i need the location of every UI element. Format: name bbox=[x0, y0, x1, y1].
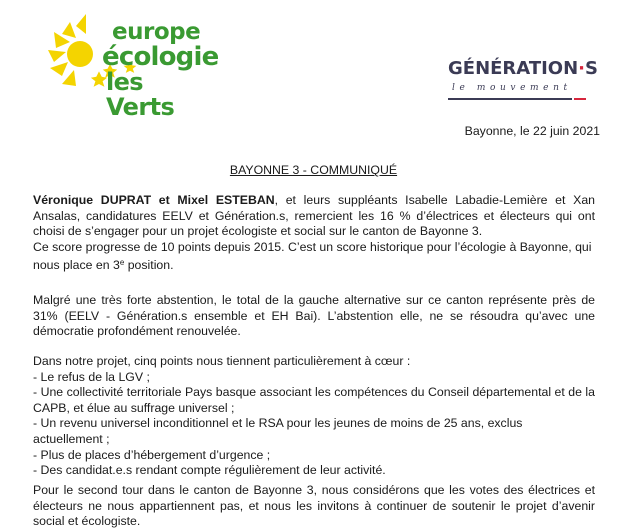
document-date: Bayonne, le 22 juin 2021 bbox=[464, 124, 600, 138]
eelv-line-ecologie: écologie bbox=[102, 42, 219, 72]
paragraph-intro bbox=[33, 193, 595, 274]
list-item: - Le refus de la LGV ; bbox=[33, 369, 150, 384]
list-item: - Des candidat.e.s rendant compte régulièrement de leur activité. bbox=[33, 463, 386, 478]
paragraph-thanks-text: , et leurs suppléants Isabelle Labadie-Lemière et Xan Ansalas, candidatures EELV et Génération.s, remercient les 16 % d’électrices et électeurs qui ont choisi de s’engager pour un projet écologiste et social sur le canton de Bayonne 3. bbox=[33, 193, 596, 239]
generations-subtitle: le mouvement bbox=[452, 83, 572, 93]
eelv-wordmark bbox=[102, 20, 218, 120]
generations-wordmark bbox=[448, 58, 598, 79]
paragraph-second-round-text: Pour le second tour dans le canton de Bayonne 3, nous considérons que les votes des électrices et électeurs ne nous appartiennent pas, et nous les invitons à continuer de soutenir le projet d’avenir social et écologiste. bbox=[33, 483, 595, 529]
list-item: - Un revenu universel inconditionnel et le RSA pour les jeunes de moins de 25 ans, exclus actuellement ; bbox=[33, 416, 523, 446]
paragraph-score bbox=[33, 240, 595, 274]
generations-title: GÉNÉRATION bbox=[448, 58, 579, 79]
eelv-line-europe: europe bbox=[112, 19, 201, 45]
generations-dot: · bbox=[578, 58, 586, 79]
paragraph-abstention bbox=[33, 293, 595, 340]
paragraph-second-round bbox=[33, 483, 595, 530]
paragraph-thanks bbox=[33, 193, 595, 240]
paragraph-score-text: Ce score progresse de 10 points depuis 2015. C’est un score historique pour l’écologie à Bayonne, qui nous place en 3 bbox=[33, 239, 592, 273]
list-item: - Une collectivité territoriale Pays basque associant les compétences du Conseil départemental et de la CAPB, et élue au suffrage universel ; bbox=[33, 385, 595, 415]
eelv-line-les-verts: les Verts bbox=[106, 68, 175, 121]
generations-logo bbox=[448, 58, 598, 100]
paragraph-project-intro: Dans notre projet, cinq points nous tiennent particulièrement à cœur : bbox=[33, 354, 411, 368]
generations-s: S bbox=[585, 58, 598, 79]
project-points-list bbox=[33, 370, 595, 479]
paragraph-project bbox=[33, 354, 595, 479]
document-title: BAYONNE 3 - COMMUNIQUÉ bbox=[229, 163, 398, 177]
paragraph-abstention-text: Malgré une très forte abstention, le total de la gauche alternative sur ce canton représente près de 31% (EELV - Génération.s ensemble et EH Bai). L’abstention elle, ne se résoudra qu’avec une démocratie profondément renouvelée. bbox=[33, 293, 595, 339]
ordinal-suffix: e bbox=[119, 258, 125, 268]
list-item: - Plus de places d’hébergement d’urgence ; bbox=[33, 447, 271, 462]
generations-underline-icon bbox=[448, 98, 586, 101]
eelv-logo bbox=[40, 8, 219, 121]
paragraph-score-end: position. bbox=[124, 258, 174, 273]
candidates-names: Véronique DUPRAT et Mixel ESTEBAN bbox=[33, 193, 275, 207]
